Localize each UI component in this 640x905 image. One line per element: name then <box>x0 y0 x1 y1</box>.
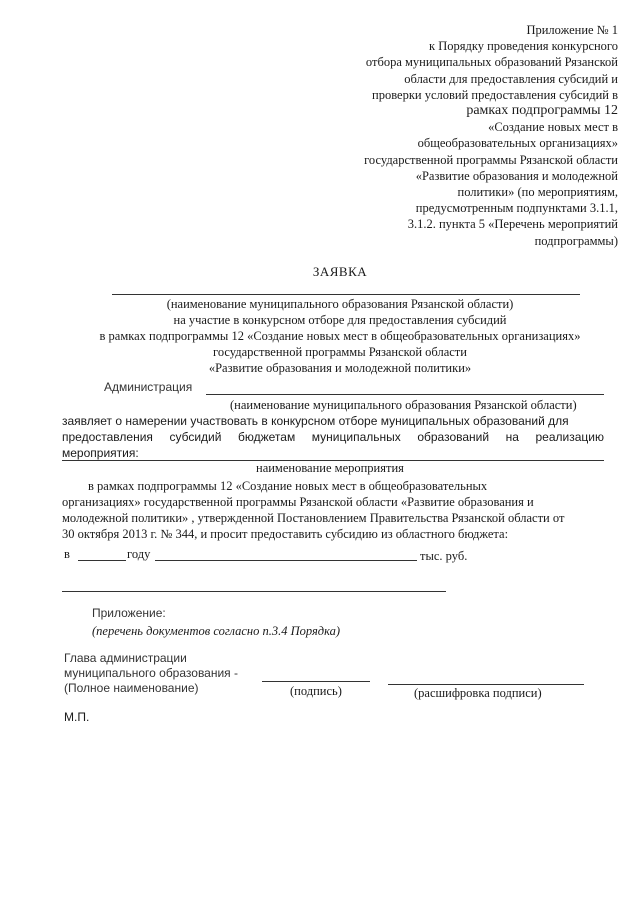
appendix-line: государственной программы Рязанской области <box>364 152 618 167</box>
year-fill-line <box>78 560 126 561</box>
appendix-line: предусмотренным подпунктами 3.1.1, <box>415 201 618 216</box>
amount-prefix: в <box>64 547 70 561</box>
head-title-line: (Полное наименование) <box>64 681 199 695</box>
appendix-line: к Порядку проведения конкурсного <box>429 39 618 54</box>
program-line: молодежной политики» , утвержденной Постановлением Правительства Рязанской области от <box>62 511 565 525</box>
header-line: на участие в конкурсном отборе для предоставления субсидий <box>173 313 507 327</box>
appendix-line: политики» (по мероприятиям, <box>457 185 618 200</box>
amount-fill-line <box>155 560 417 561</box>
appendix-line: Приложение № 1 <box>526 23 618 37</box>
appendix-line: области для предоставления субсидий и <box>404 71 618 86</box>
admin-caption: (наименование муниципального образования Рязанской области) <box>230 398 577 412</box>
decode-caption: (расшифровка подписи) <box>414 686 542 700</box>
appendix-header <box>328 22 618 249</box>
admin-fill-line <box>206 394 604 395</box>
municipality-fill-line <box>112 294 580 295</box>
program-line: 30 октября 2013 г. № 344, и просит предоставить субсидию из областного бюджета: <box>62 527 509 541</box>
declaration-paragraph <box>62 413 604 461</box>
extra-fill-line <box>62 591 446 592</box>
appendix-line: «Развитие образования и молодежной <box>415 168 618 183</box>
declaration-line: заявляет о намерении участвовать в конкурсном отборе муниципальных образований для <box>62 414 569 428</box>
stamp-mark: М.П. <box>64 710 90 724</box>
appendix-line: 3.1.2. пункта 5 «Перечень мероприятий <box>407 217 618 232</box>
signature-fill-line <box>262 681 370 682</box>
amount-unit: тыс. руб. <box>420 549 468 563</box>
appendix-line: рамках подпрограммы 12 <box>466 103 618 119</box>
appendix-line: проверки условий предоставления субсидий в <box>372 87 618 102</box>
program-line: организациях» государственной программы Рязанской области «Развитие образования и <box>62 495 534 509</box>
decode-fill-line <box>388 684 584 685</box>
appendix-line: общеобразовательных организациях» <box>417 136 618 151</box>
document-title: ЗАЯВКА <box>312 264 368 279</box>
header-line: в рамках подпрограммы 12 «Создание новых мест в общеобразовательных организациях» <box>99 329 581 343</box>
attachment-label: Приложение: <box>92 606 166 620</box>
signature-caption: (подпись) <box>290 684 342 698</box>
declaration-line: предоставления субсидий бюджетам муниципальных образований на реализацию мероприятия: <box>62 430 604 460</box>
head-title-line: муниципального образования - <box>64 666 239 680</box>
municipality-caption: (наименование муниципального образования Рязанской области) <box>166 297 514 311</box>
appendix-line: подпрограммы) <box>534 233 618 248</box>
admin-label: Администрация <box>104 380 193 394</box>
header-line: «Развитие образования и молодежной политики» <box>208 361 472 375</box>
appendix-line: отбора муниципальных образований Рязанской <box>365 55 618 70</box>
head-title-line: Глава администрации <box>64 651 187 665</box>
appendix-line: «Создание новых мест в <box>488 120 618 135</box>
measure-caption: наименование мероприятия <box>256 461 404 475</box>
header-block <box>60 296 620 376</box>
program-line: в рамках подпрограммы 12 «Создание новых мест в общеобразовательных <box>88 479 488 493</box>
year-word: году <box>127 547 151 561</box>
program-paragraph <box>62 478 604 542</box>
attachment-note: (перечень документов согласно п.3.4 Порядка) <box>92 624 341 638</box>
header-line: государственной программы Рязанской области <box>213 345 467 359</box>
